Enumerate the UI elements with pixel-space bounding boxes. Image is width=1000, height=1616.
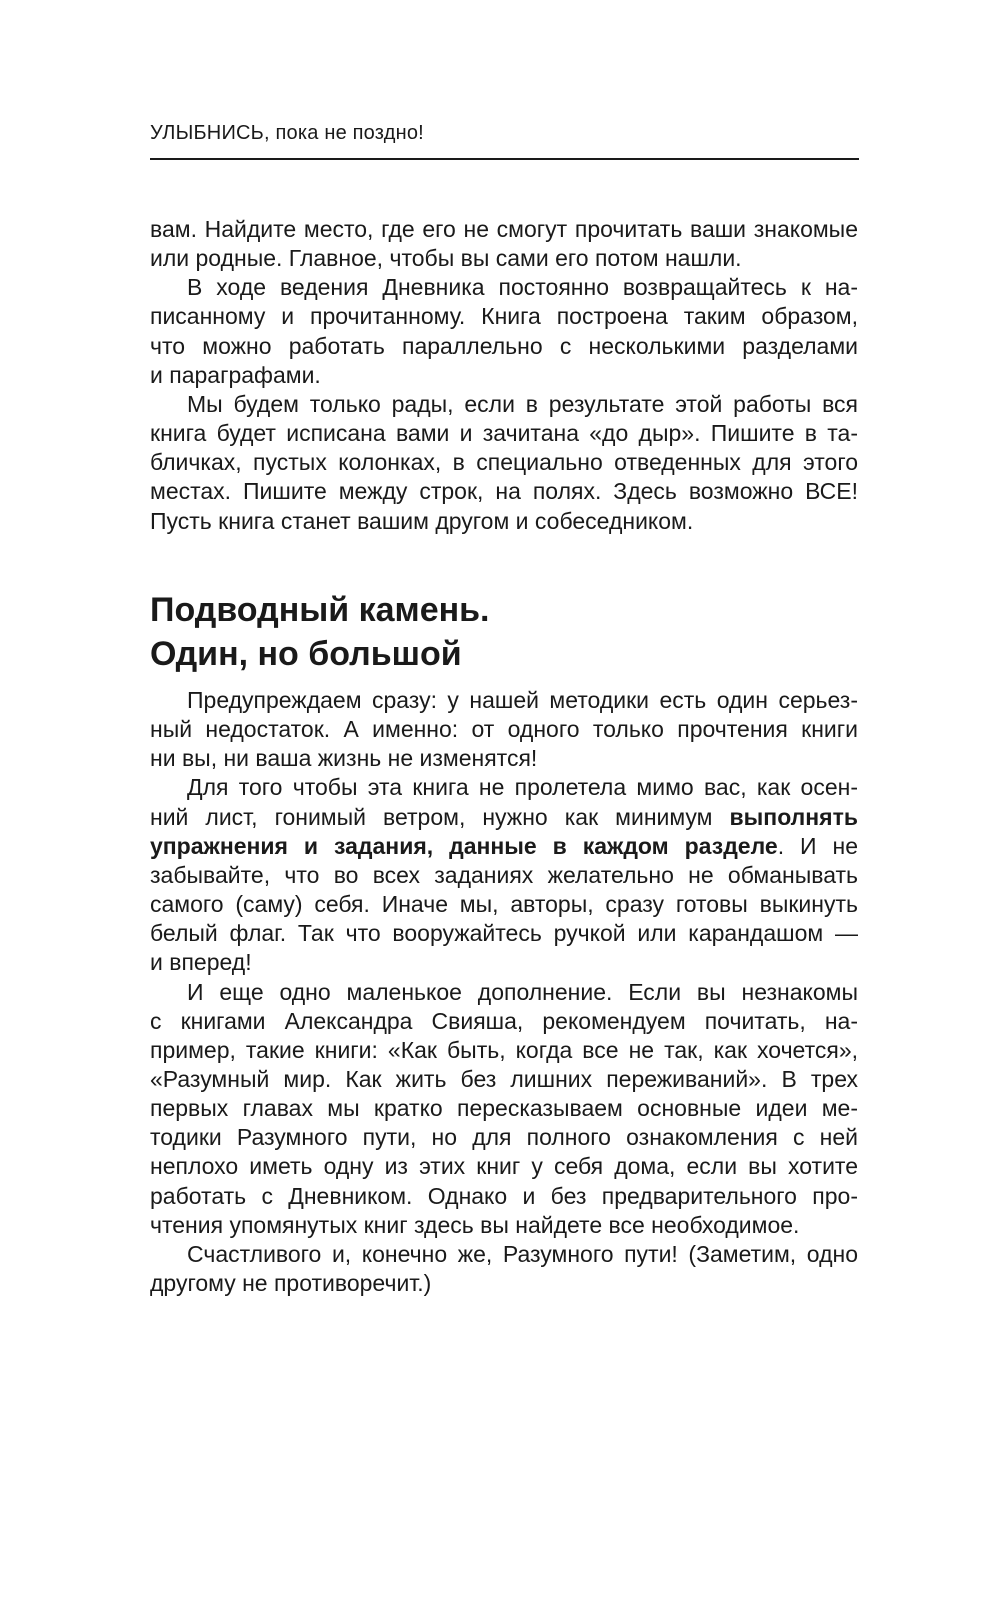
text-line: с книгами Александра Свияша, рекомендуем почитать, на- bbox=[150, 1007, 858, 1034]
bold-text: выполнять bbox=[729, 803, 858, 830]
text-line: ный недостаток. А именно: от одного только прочтения книги bbox=[150, 716, 858, 743]
text-line: бличках, пустых колонках, в специально отведенных для этого bbox=[150, 449, 858, 476]
text-line: другому не противоречит.) bbox=[150, 1270, 432, 1296]
text-line: местах. Пишите между строк, на полях. Здесь возможно ВСЕ! bbox=[150, 478, 858, 505]
text-line: ни вы, ни ваша жизнь не изменятся! bbox=[150, 745, 538, 772]
text-line: белый флаг. Так что вооружайтесь ручкой или карандашом — bbox=[150, 920, 858, 947]
text-line: «Разумный мир. Как жить без лишних переживаний». В трех bbox=[150, 1065, 858, 1092]
text-line: Для того чтобы эта книга не пролетела мимо вас, как осен- bbox=[187, 774, 858, 801]
text-line: пример, такие книги: «Как быть, когда все не так, как хочется», bbox=[150, 1036, 858, 1063]
text-segment: ний лист, гонимый ветром, нужно как минимум bbox=[150, 803, 730, 830]
text-line: и параграфами. bbox=[150, 361, 321, 388]
text-line: писанному и прочитанному. Книга построена таким образом, bbox=[150, 303, 858, 330]
text-line: самого (саму) себя. Иначе мы, авторы, сразу готовы выкинуть bbox=[150, 891, 858, 918]
text-line: вам. Найдите место, где его не смогут прочитать ваши знакомые bbox=[150, 216, 858, 242]
text-line: тодики Разумного пути, но для полного ознакомления с ней bbox=[150, 1124, 858, 1151]
text-line: Мы будем только рады, если в результате этой работы вся bbox=[187, 390, 858, 417]
text-line: неплохо иметь одну из этих книг у себя дома, если вы хотите bbox=[150, 1153, 858, 1180]
text-line: Предупреждаем сразу: у нашей методики есть один серьез- bbox=[187, 687, 858, 713]
text-line: И еще одно маленькое дополнение. Если вы незнакомы bbox=[187, 978, 858, 1005]
text-line: и вперед! bbox=[150, 949, 252, 976]
text-line: Пусть книга станет вашим другом и собеседником. bbox=[150, 507, 694, 534]
text-line: В ходе ведения Дневника постоянно возвращайтесь к на- bbox=[187, 274, 858, 301]
text-line: забывайте, что во всех заданиях желательно не обманывать bbox=[150, 861, 858, 888]
section-heading-line-1: Подводный камень. bbox=[150, 591, 490, 629]
text-line: работать с Дневником. Однако и без предварительного про- bbox=[150, 1182, 858, 1209]
text-line: чтения упомянутых книг здесь вы найдете все необходимое. bbox=[150, 1211, 800, 1238]
running-header: УЛЫБНИСЬ, пока не поздно! bbox=[150, 122, 424, 144]
section-heading-line-2: Один, но большой bbox=[150, 635, 462, 673]
text-line: книга будет исписана вами и зачитана «до дыр». Пишите в та- bbox=[150, 420, 858, 447]
text-line: первых главах мы кратко пересказываем основные идеи ме- bbox=[150, 1095, 858, 1122]
text-line: что можно работать параллельно с несколькими разделами bbox=[150, 332, 858, 359]
text-line bbox=[150, 803, 858, 832]
bold-text: упражнения и задания, данные в каждом разделе bbox=[150, 832, 778, 859]
text-line bbox=[150, 832, 858, 861]
header-rule bbox=[150, 158, 859, 160]
text-line: или родные. Главное, чтобы вы сами его потом нашли. bbox=[150, 245, 742, 272]
text-line: Счастливого и, конечно же, Разумного пути! (Заметим, одно bbox=[187, 1240, 858, 1267]
text-segment: . И не bbox=[777, 832, 858, 859]
